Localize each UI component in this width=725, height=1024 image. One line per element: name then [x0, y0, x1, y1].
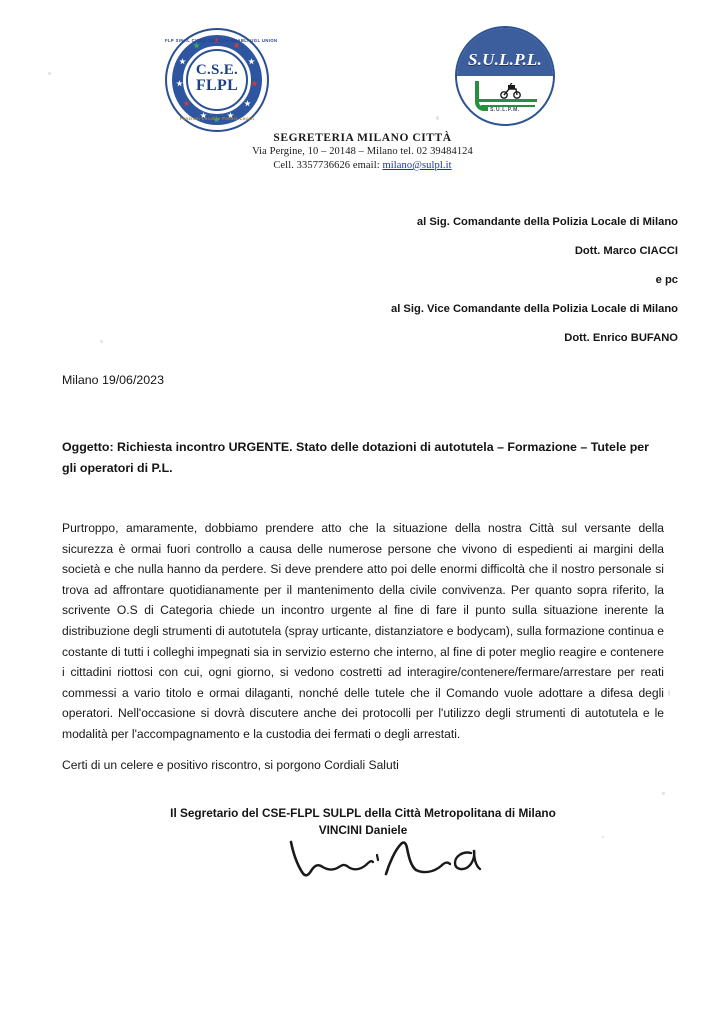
- date-line: Milano 19/06/2023: [62, 373, 164, 387]
- letterhead-block: [0, 131, 725, 173]
- email-link[interactable]: milano@sulpl.it: [382, 160, 452, 171]
- signatory-role: Il Segretario del CSE-FLPL SULPL della Città Metropolitana di Milano: [170, 806, 556, 820]
- addressee-line: Dott. Marco CIACCI: [574, 245, 678, 257]
- cse-logo-wordmark: [165, 62, 269, 94]
- addressee-block: [0, 208, 678, 353]
- cse-logo-line2: FLPL: [195, 77, 239, 94]
- sulpl-logo-subtext: S.U.L.P.M.: [490, 107, 520, 113]
- letterhead-contact: [0, 159, 725, 173]
- addressee-line: Dott. Enrico BUFANO: [564, 332, 678, 344]
- scan-speck: [602, 836, 604, 838]
- letter-body: Purtroppo, amaramente, dobbiamo prendere atto che la situazione della nostra Città sul versante della sicurezza è ormai fuori controllo a causa delle numerose persone che vivono di espedienti ai margini della società e che nulla hanno da perdere. Si deve prendere atto poi delle enormi difficoltà che il nostro personale si trova ad affrontare quotidianamente per il mantenimento della civile convivenza. Per quanto sopra riferito, la scrivente O.S di Categoria chiede un incontro urgente al fine di fare il punto sulla situazione inerente la distribuzione degli strumenti di autotutela (spray urticante, distanziatore e bodycam), sulla formazione continua e costante di tutti i colleghi impegnati sia in servizio esterno che interno, al fine di poter meglio reagire e contenere i cittadini riottosi con cui, ogni giorno, si vedono costretti ad interagire/contenere/fermare/arrestare per reati commessi a vario titolo e ormai dilaganti, nonché delle tutele che il Comando vuole adottare a difesa degli operatori. Nell'occasione si dovrà discutere anche dei protocolli per l'utilizzo degli strumenti di autotutela e le modalità per l'accompagnamento e la custodia dei fermati o degli arrestati.: [62, 521, 664, 741]
- letterhead-logos: [0, 20, 725, 132]
- sulpl-logo: [455, 26, 555, 126]
- scan-speck: [436, 116, 439, 120]
- cse-flpl-logo: [165, 28, 278, 132]
- scan-speck: [662, 792, 665, 795]
- scan-speck: [100, 340, 103, 343]
- subject-line: Oggetto: Richiesta incontro URGENTE. Stato delle dotazioni di autotutela – Formazione – Tutele per gli operatori di P.L.: [62, 440, 649, 475]
- signature-block: [62, 805, 664, 839]
- signatory-name: VINCINI Daniele: [318, 823, 408, 837]
- sulpl-logo-wordmark: S.U.L.P.L.: [468, 50, 542, 69]
- scan-speck: [48, 72, 51, 75]
- handwritten-signature: [285, 838, 505, 886]
- sulpl-logo-green-bar: [475, 99, 537, 102]
- addressee-line: al Sig. Vice Comandante della Polizia Locale di Milano: [390, 303, 678, 315]
- motorcycle-icon: [499, 83, 523, 99]
- letter-closing: Certi di un celere e positivo riscontro, si porgono Cordiali Saluti: [62, 758, 399, 772]
- scan-speck: [668, 690, 670, 696]
- addressee-line: e pc: [655, 274, 678, 286]
- addressee-line: al Sig. Comandante della Polizia Locale di Milano: [416, 216, 678, 228]
- letterhead-address: Via Pergine, 10 – 20148 – Milano tel. 02 39484124: [252, 146, 473, 157]
- cse-logo-arc-top-text: FLP SINAL CISAS SINALCA SNABLI UGL UNION: [165, 38, 278, 43]
- letterhead-title: SEGRETERIA MILANO CITTÀ: [273, 132, 452, 144]
- cse-logo-arc-bottom-text: Funzioni Locali e Polizia Locali: [179, 116, 255, 121]
- cse-logo-line1: C.S.E.: [195, 62, 239, 78]
- letterhead-contact-prefix: Cell. 3357736626 email:: [273, 160, 383, 171]
